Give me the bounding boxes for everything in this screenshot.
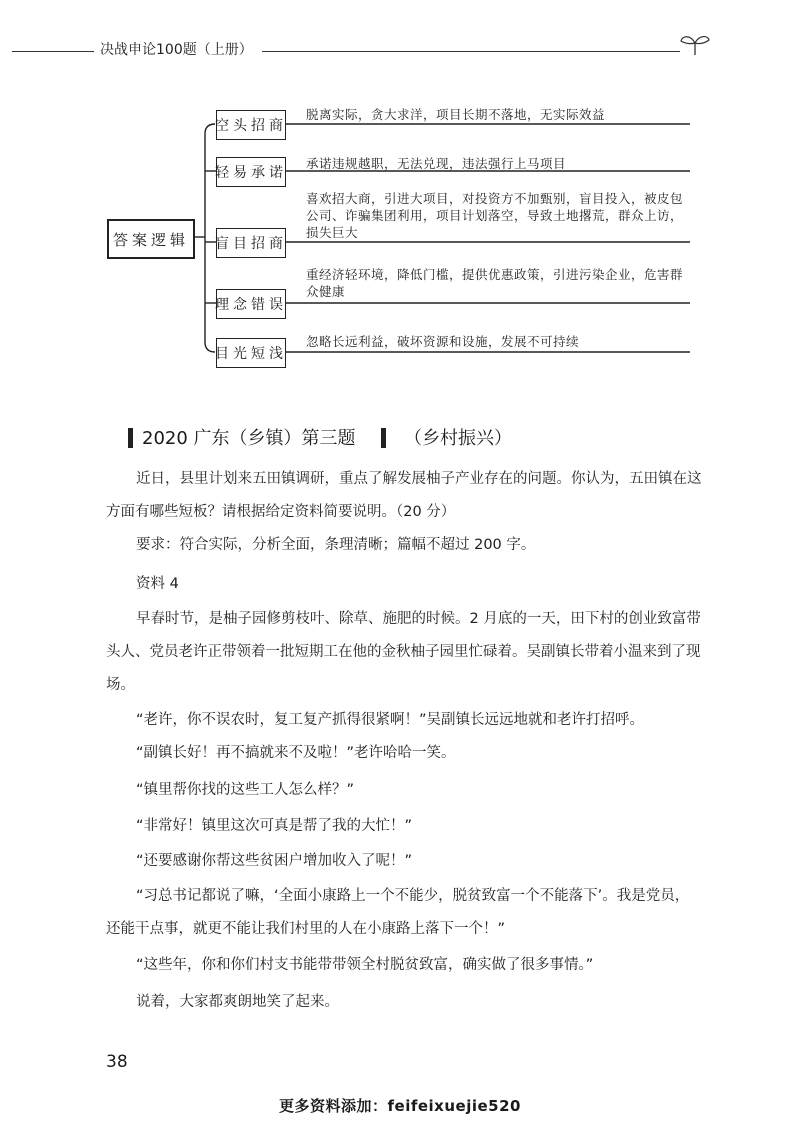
sprout-icon — [678, 32, 712, 56]
mindmap-node-4: 理念错误 — [216, 289, 286, 319]
material-paragraph-9: 说着，大家都爽朗地笑了起来。 — [136, 994, 339, 1010]
material-paragraph-3: “副镇长好！再不搞就来不及啦！”老许哈哈一笑。 — [136, 745, 456, 761]
material-paragraph-4: “镇里帮你找的这些工人怎么样？” — [136, 782, 355, 798]
mindmap-node-2: 轻易承诺 — [216, 157, 286, 187]
footer-note: 更多资料添加：feifeixuejie520 — [279, 1097, 521, 1115]
answer-logic-mindmap — [0, 100, 800, 380]
header-rule-right — [262, 51, 680, 52]
mindmap-node-5: 目光短浅 — [216, 338, 286, 368]
section-heading — [128, 422, 688, 452]
question-requirement: 要求：符合实际，分析全面，条理清晰；篇幅不超过 200 字。 — [136, 537, 536, 553]
material-label: 资料 4 — [136, 576, 179, 592]
section-title: 2020 广东（乡镇）第三题 — [142, 428, 356, 449]
mindmap-root: 答案逻辑 — [107, 219, 195, 259]
question-text: 近日，县里计划来五田镇调研，重点了解发展柚子产业存在的问题。你认为，五田镇在这方面有哪些短板？请根据给定资料简要说明。（20 分） — [106, 471, 702, 520]
mindmap-detail-2: 承诺违规越职，无法兑现，违法强行上马项目 — [306, 156, 567, 171]
heading-bar-right — [381, 428, 386, 448]
mindmap-detail-5: 忽略长远利益，破坏资源和设施，发展不可持续 — [306, 334, 580, 349]
mindmap-node-1: 空头招商 — [216, 110, 286, 140]
material-paragraph-8: “这些年，你和你们村支书能带带领全村脱贫致富，确实做了很多事情。” — [136, 957, 594, 973]
heading-bar-left — [128, 428, 133, 448]
material-paragraph-1: 早春时节，是柚子园修剪枝叶、除草、施肥的时候。2 月底的一天，田下村的创业致富带头人、党员老许正带领着一批短期工在他的金秋柚子园里忙碌着。吴副镇长带着小温来到了现场。 — [106, 611, 701, 693]
material-paragraph-5: “非常好！镇里这次可真是帮了我的大忙！” — [136, 818, 413, 834]
page-number: 38 — [106, 1052, 128, 1072]
mindmap-detail-3: 喜欢招大商，引进大项目，对投资方不加甄别，盲目投入，被皮包公司、诈骗集团利用，项目计划落空，导致土地撂荒，群众上访，损失巨大 — [306, 191, 684, 240]
running-header — [0, 30, 800, 70]
book-title: 决战申论100题（上册） — [100, 42, 253, 58]
material-paragraph-2: “老许，你不误农时，复工复产抓得很紧啊！”吴副镇长远远地就和老许打招呼。 — [136, 712, 645, 728]
mindmap-node-3: 盲目招商 — [216, 228, 286, 258]
section-tag: （乡村振兴） — [404, 428, 512, 449]
header-rule-left — [12, 51, 94, 52]
material-paragraph-6: “还要感谢你帮这些贫困户增加收入了呢！” — [136, 853, 413, 869]
mindmap-detail-4: 重经济轻环境，降低门槛，提供优惠政策，引进污染企业，危害群众健康 — [306, 267, 684, 299]
material-paragraph-7: “习总书记都说了嘛，‘全面小康路上一个不能少，脱贫致富一个不能落下’。我是党员，还能干点事，就更不能让我们村里的人在小康路上落下一个！” — [106, 888, 690, 937]
mindmap-detail-1: 脱离实际，贪大求洋，项目长期不落地，无实际效益 — [306, 107, 606, 122]
